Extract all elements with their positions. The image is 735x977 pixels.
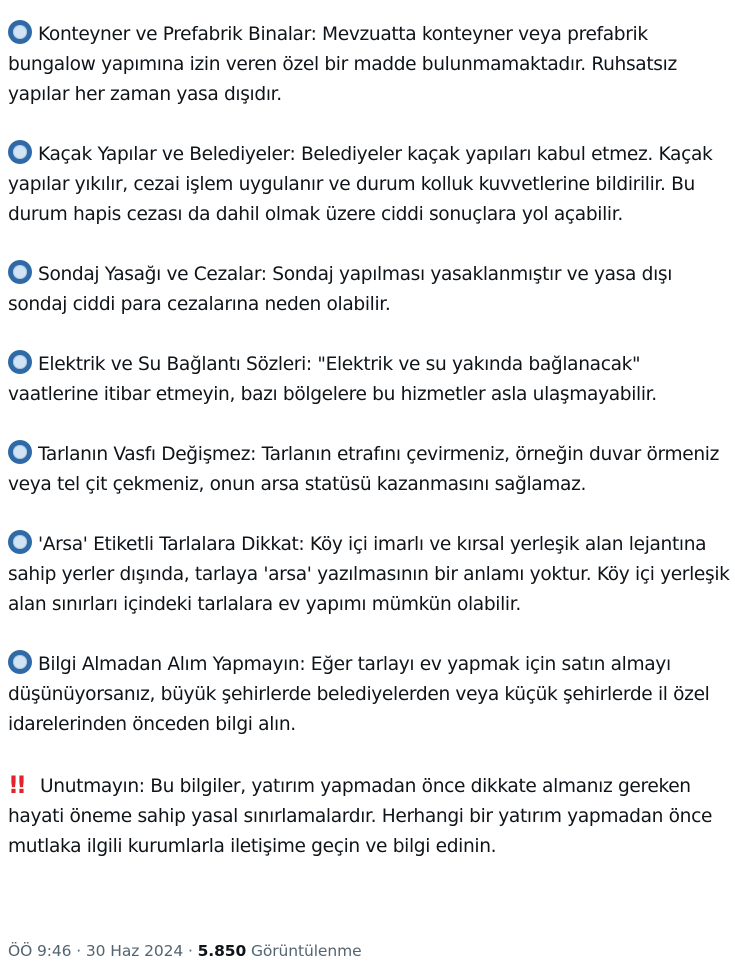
tweet-paragraph [8, 530, 730, 620]
paragraph-text: Konteyner ve Prefabrik Binalar: Mevzuatta konteyner veya prefabrik bungalow yapımına izin veren özel bir madde bulunmamaktadır. Ruhsatsız yapılar her zaman yasa dışıdır. [8, 24, 677, 105]
paragraph-text: Sondaj Yasağı ve Cezalar: Sondaj yapılması yasaklanmıştır ve yasa dışı sondaj ciddi para cezalarına neden olabilir. [8, 264, 673, 315]
blue-circle-icon [8, 140, 32, 164]
blue-circle-icon [8, 20, 32, 44]
paragraph-text: Tarlanın Vasfı Değişmez: Tarlanın etrafını çevirmeniz, örneğin duvar örmeniz veya tel çit çekmeniz, onun arsa statüsü kazanmasını sağlamaz. [8, 444, 719, 495]
tweet-paragraph [8, 440, 730, 500]
paragraph-text: Kaçak Yapılar ve Belediyeler: Belediyeler kaçak yapıları kabul etmez. Kaçak yapılar yıkılır, cezai işlem uygulanır ve durum kolluk kuvvetlerine bildirilir. Bu durum hapis cezası da dahil olmak üzere ciddi sonuçlara yol açabilir. [8, 144, 713, 225]
tweet-paragraph [8, 20, 730, 110]
tweet-paragraph [8, 770, 730, 862]
blue-circle-icon [8, 350, 32, 374]
meta-separator: · [76, 942, 82, 960]
tweet-time[interactable]: ÖÖ 9:46 [8, 942, 72, 960]
paragraph-text: Bilgi Almadan Alım Yapmayın: Eğer tarlayı ev yapmak için satın almayı düşünüyorsanız, büyük şehirlerde belediyelerden veya küçük şehirlerde il özel idarelerinden önceden bilgi alın. [8, 654, 710, 735]
double-exclamation-icon: !! [8, 771, 24, 799]
blue-circle-icon [8, 440, 32, 464]
blue-circle-icon [8, 530, 32, 554]
tweet-paragraph [8, 140, 730, 230]
tweet-paragraph [8, 650, 730, 740]
tweet-text [8, 20, 730, 862]
views-label[interactable]: Görüntülenme [250, 942, 362, 960]
blue-circle-icon [8, 260, 32, 284]
tweet-paragraph [8, 260, 730, 320]
paragraph-text: Elektrik ve Su Bağlantı Sözleri: "Elektrik ve su yakında bağlanacak" vaatlerine itibar etmeyin, bazı bölgelere bu hizmetler asla ulaşmayabilir. [8, 354, 657, 405]
paragraph-text: Unutmayın: Bu bilgiler, yatırım yapmadan önce dikkate almanız gereken hayati öneme sahip yasal sınırlamalardır. Herhangi bir yatırım yapmadan önce mutlaka ilgili kurumlarla iletişime geçin ve bilgi edinin. [8, 776, 713, 857]
tweet-paragraph [8, 350, 730, 410]
tweet-meta [8, 938, 362, 964]
blue-circle-icon [8, 650, 32, 674]
paragraph-text: 'Arsa' Etiketli Tarlalara Dikkat: Köy içi imarlı ve kırsal yerleşik alan lejantına sahip yerler dışında, tarlaya 'arsa' yazılmasının bir anlamı yoktur. Köy içi yerleşik alan sınırları içindeki tarlalara ev yapımı mümkün olabilir. [8, 534, 730, 615]
views-count[interactable]: 5.850 [197, 942, 247, 960]
tweet-date[interactable]: 30 Haz 2024 [85, 942, 184, 960]
meta-separator: · [187, 942, 193, 960]
